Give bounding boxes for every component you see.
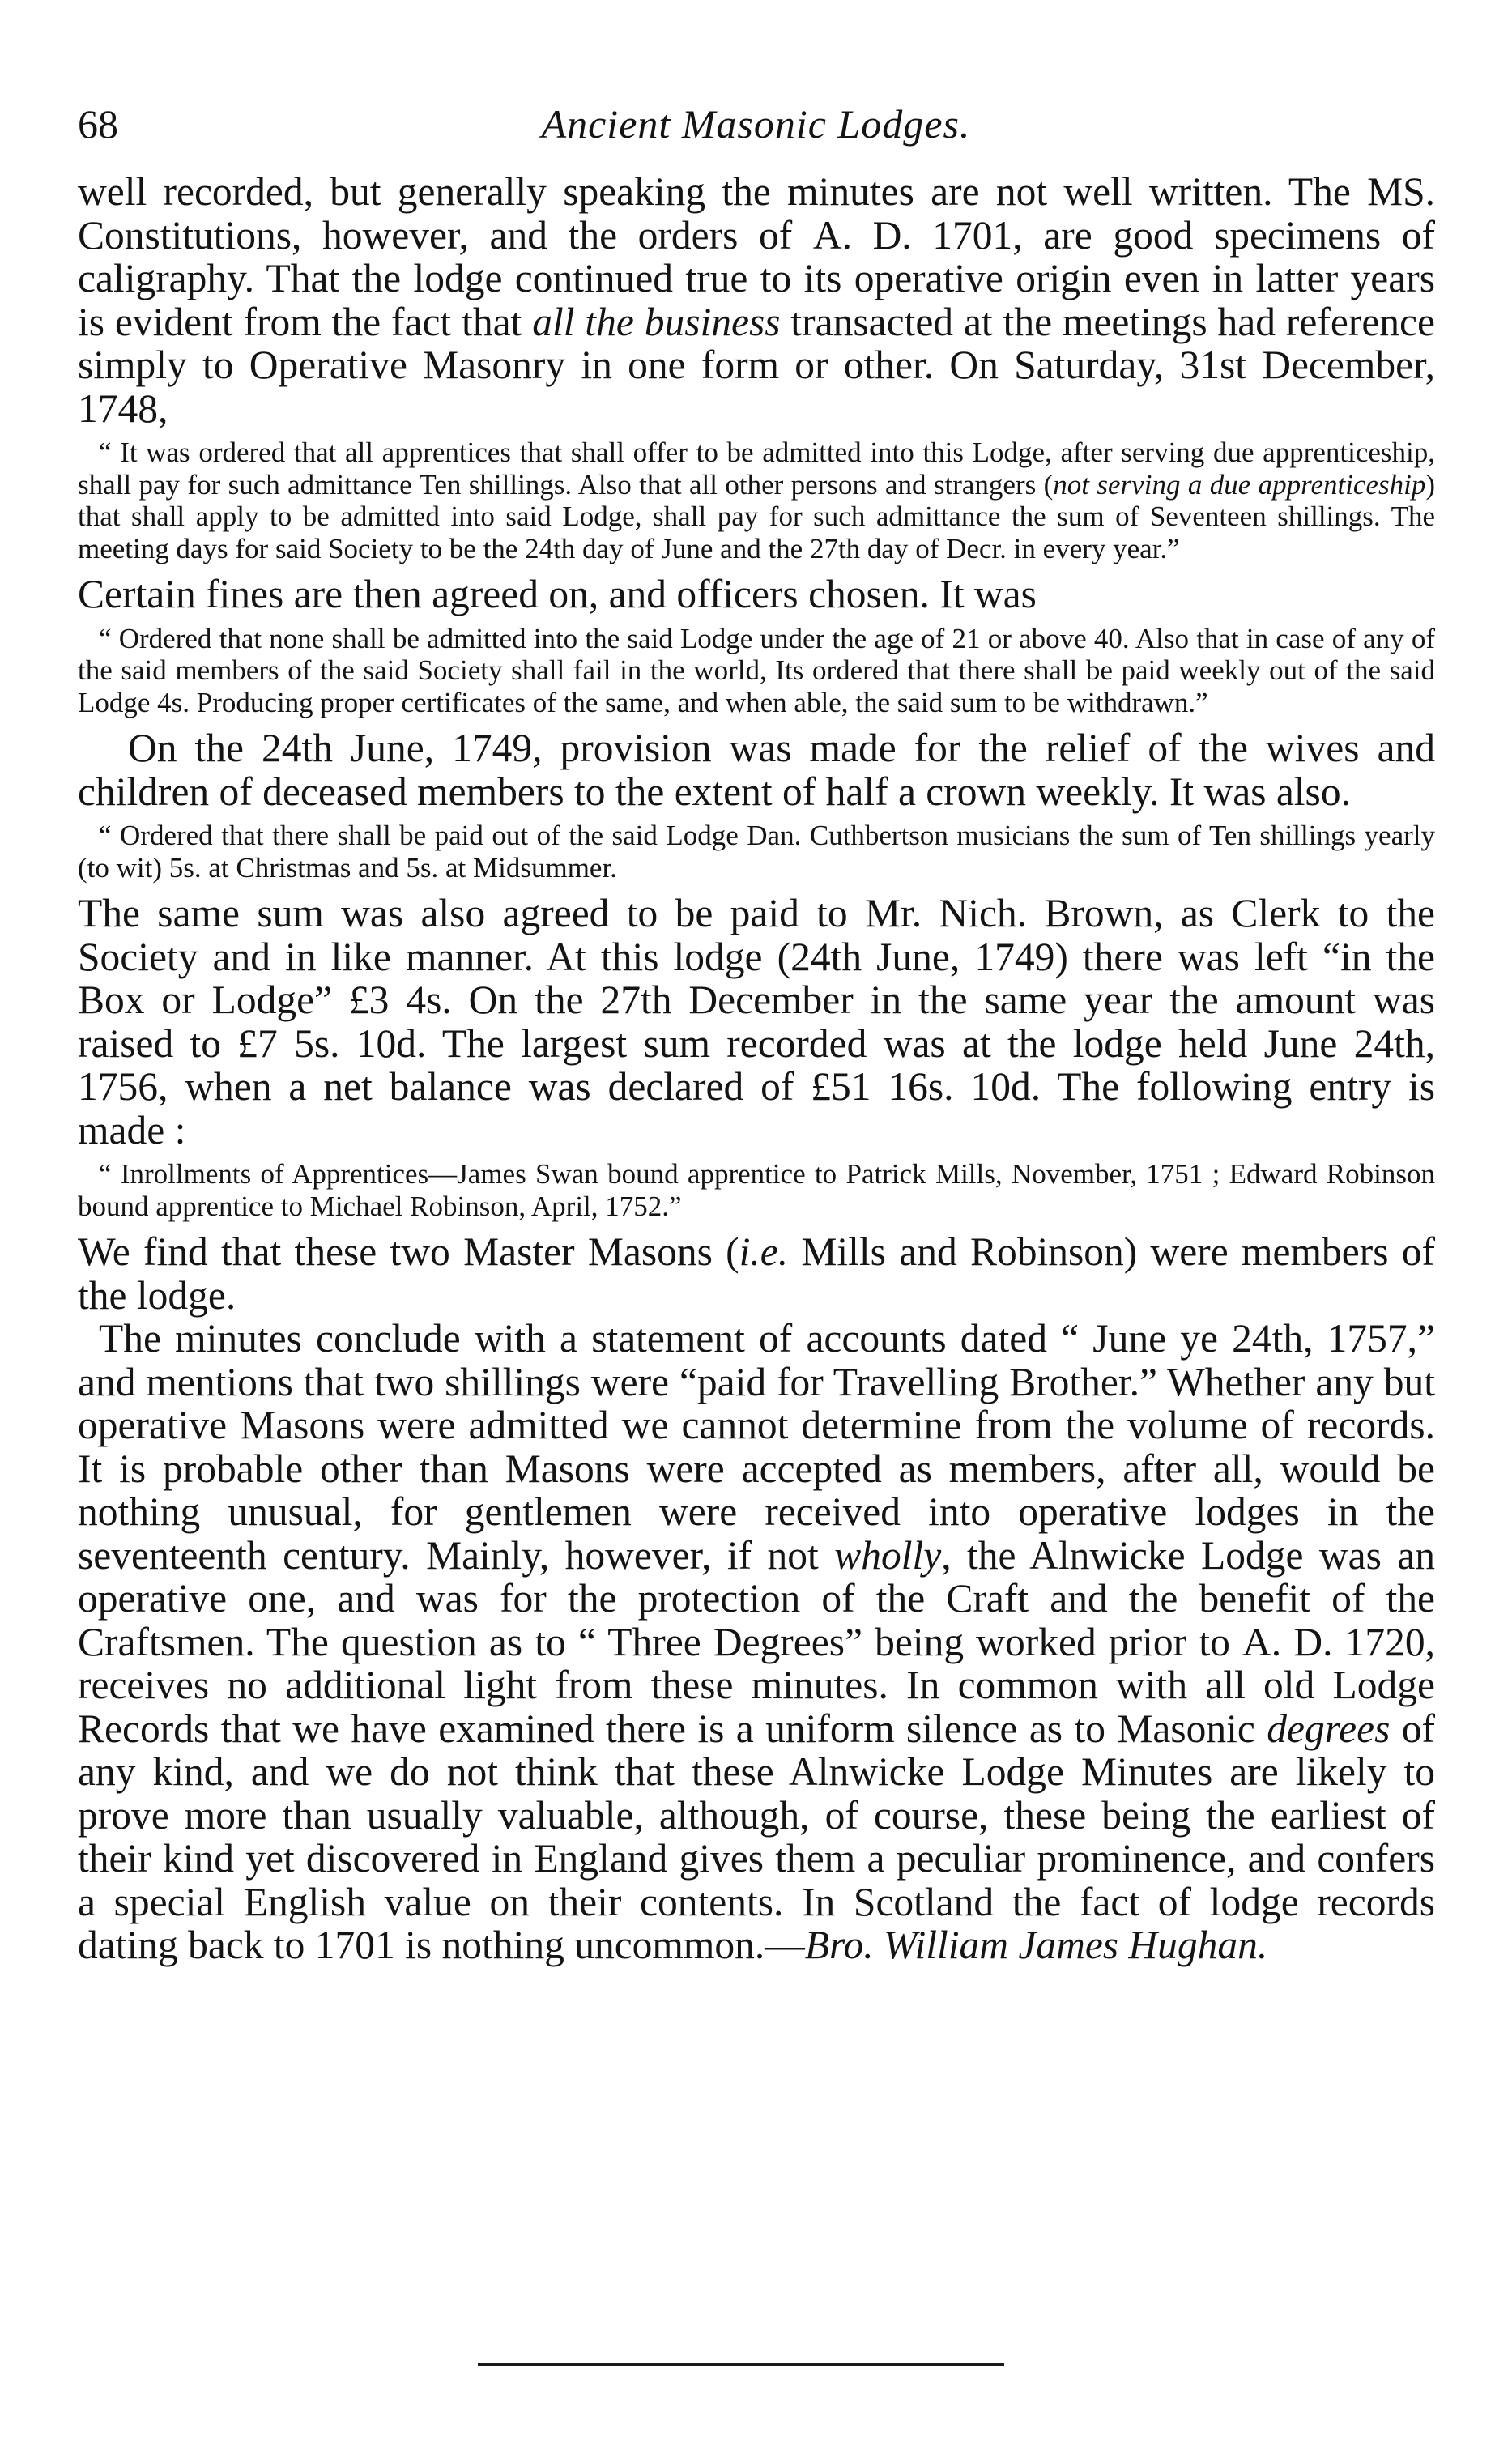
text-run: “ Ordered that none shall be admitted into the said Lodge under the age of 21 or above 40. Also that in case of any of the said members of the said Society shall fail in the world, Its ordered that there shall be paid weekly out of the said Lodge 4s. Producing proper certificates of the same, and when able, the said sum to be withdrawn.” (78, 622, 1435, 718)
text-run: , the Alnwicke Lodge was an operative one, and was for the protection of the Craft and the benefit of the Craftsmen. The question as to “ Three Degrees” being worked prior to (78, 1532, 1436, 1664)
quoted-minute (78, 616, 1435, 727)
text-run: “ Inrollments of Apprentices—James Swan bound apprentice to Patrick Mills, November, 1751 ; Edward Robinson bound apprentice to Michael Robinson, April, 1752.” (78, 1158, 1435, 1222)
text-run: ) that shall apply to be admitted into said Lodge, shall pay for such admittance the sum of Seventeen shillings. The meeting days for said Society to be the 24th day of June and the 27th day of Decr. in every year.” (78, 468, 1436, 564)
italic-text: i.e. (739, 1229, 789, 1274)
quoted-minute (78, 1152, 1435, 1230)
text-run: The minutes conclude with a statement of accounts dated “ June ye 24th, 1757,” and mentions that two shillings were “paid for Travelling Brother.” Whether any but operative Masons were admitted we cannot determine from the volume of records. It is probable other than Masons were accepted as members, after all, would be nothing unusual, for gentlemen were received into operative lodges in the seventeenth century. Mainly, however, if not (78, 1316, 1435, 1578)
paragraph (78, 573, 1435, 616)
text-run: of any kind, and we do not think that these Alnwicke Lodge Minutes are likely to prove more than usually valuable, although, of course, these being the earliest of their kind yet discovered in England gives them a peculiar prominence, and confers a special English value on their contents. In Scotland the fact of lodge records dating back to 1701 is nothing uncommon.— (78, 1706, 1436, 1967)
italic-text: not serving a due apprenticeship (1053, 468, 1426, 501)
text-run: “ Ordered that there shall be paid out of the said Lodge Dan. Cuthbertson musicians the sum of Ten shillings yearly (to wit) 5s. at Christmas and 5s. at Midsummer. (78, 820, 1435, 884)
text-run: “ It was ordered that all apprentices that shall offer to be admitted into this Lodge, after serving due apprenticeship, shall pay for such admittance Ten shillings. Also that all other persons and strangers ( (78, 437, 1435, 501)
paragraph (78, 1230, 1435, 1317)
paragraph (78, 892, 1435, 1152)
text-run: 1701, are good specimens of caligraphy. That the lodge continued true to its operative origin even in latter years is evident from the fact that (78, 212, 1435, 344)
italic-text: Bro. William James Hughan. (804, 1923, 1268, 1967)
small-caps-text: A. D. (1242, 1619, 1333, 1664)
italic-text: degrees (1267, 1706, 1391, 1751)
quoted-minute (78, 813, 1435, 892)
running-title: Ancient Masonic Lodges. (541, 101, 971, 147)
page-number: 68 (78, 101, 118, 147)
text-run: transacted at the meetings had reference simply to Operative Masonry in one form or other. On Saturday, 31st December, 1748, (78, 299, 1435, 431)
text-run: We find that these two Master Masons ( (78, 1229, 739, 1274)
quoted-minute (78, 430, 1435, 573)
paragraph (78, 1317, 1435, 1967)
text-run: On the 24th June, 1749, provision was made for the relief of the wives and children of deceased members to the extent of half a crown weekly. It was also. (78, 726, 1435, 814)
body-text (78, 170, 1435, 1967)
small-caps-text: A. D. (812, 212, 912, 258)
page-header (78, 96, 1434, 152)
end-rule (478, 2363, 1004, 2366)
text-run: The same sum was also agreed to be paid to Mr. Nich. Brown, as Clerk to the Society and in like manner. At this lodge (24th June, 1749) there was left “in the Box or Lodge” £3 4s. On the 27th December in the same year the amount was raised to £7 5s. 10d. The largest sum recorded was at the lodge held June 24th, 1756, when a net balance was declared of £51 16s. 10d. The following entry is made : (78, 891, 1435, 1152)
text-run: well recorded, but generally speaking the minutes are not well written. The MS. Constitutions, however, and the orders of (78, 169, 1435, 258)
italic-text: all the business (532, 299, 781, 344)
text-run: Mills and Robinson) were members of the lodge. (78, 1229, 1435, 1318)
italic-text: wholly (834, 1532, 942, 1578)
paragraph (78, 726, 1435, 813)
text-run: Certain fines are then agreed on, and officers chosen. It was (78, 572, 1037, 616)
paragraph (78, 170, 1435, 430)
text-run: 1720, receives no additional light from these minutes. In common with all old Lodge Records that we have examined there is a uniform silence as to Masonic (78, 1619, 1436, 1751)
